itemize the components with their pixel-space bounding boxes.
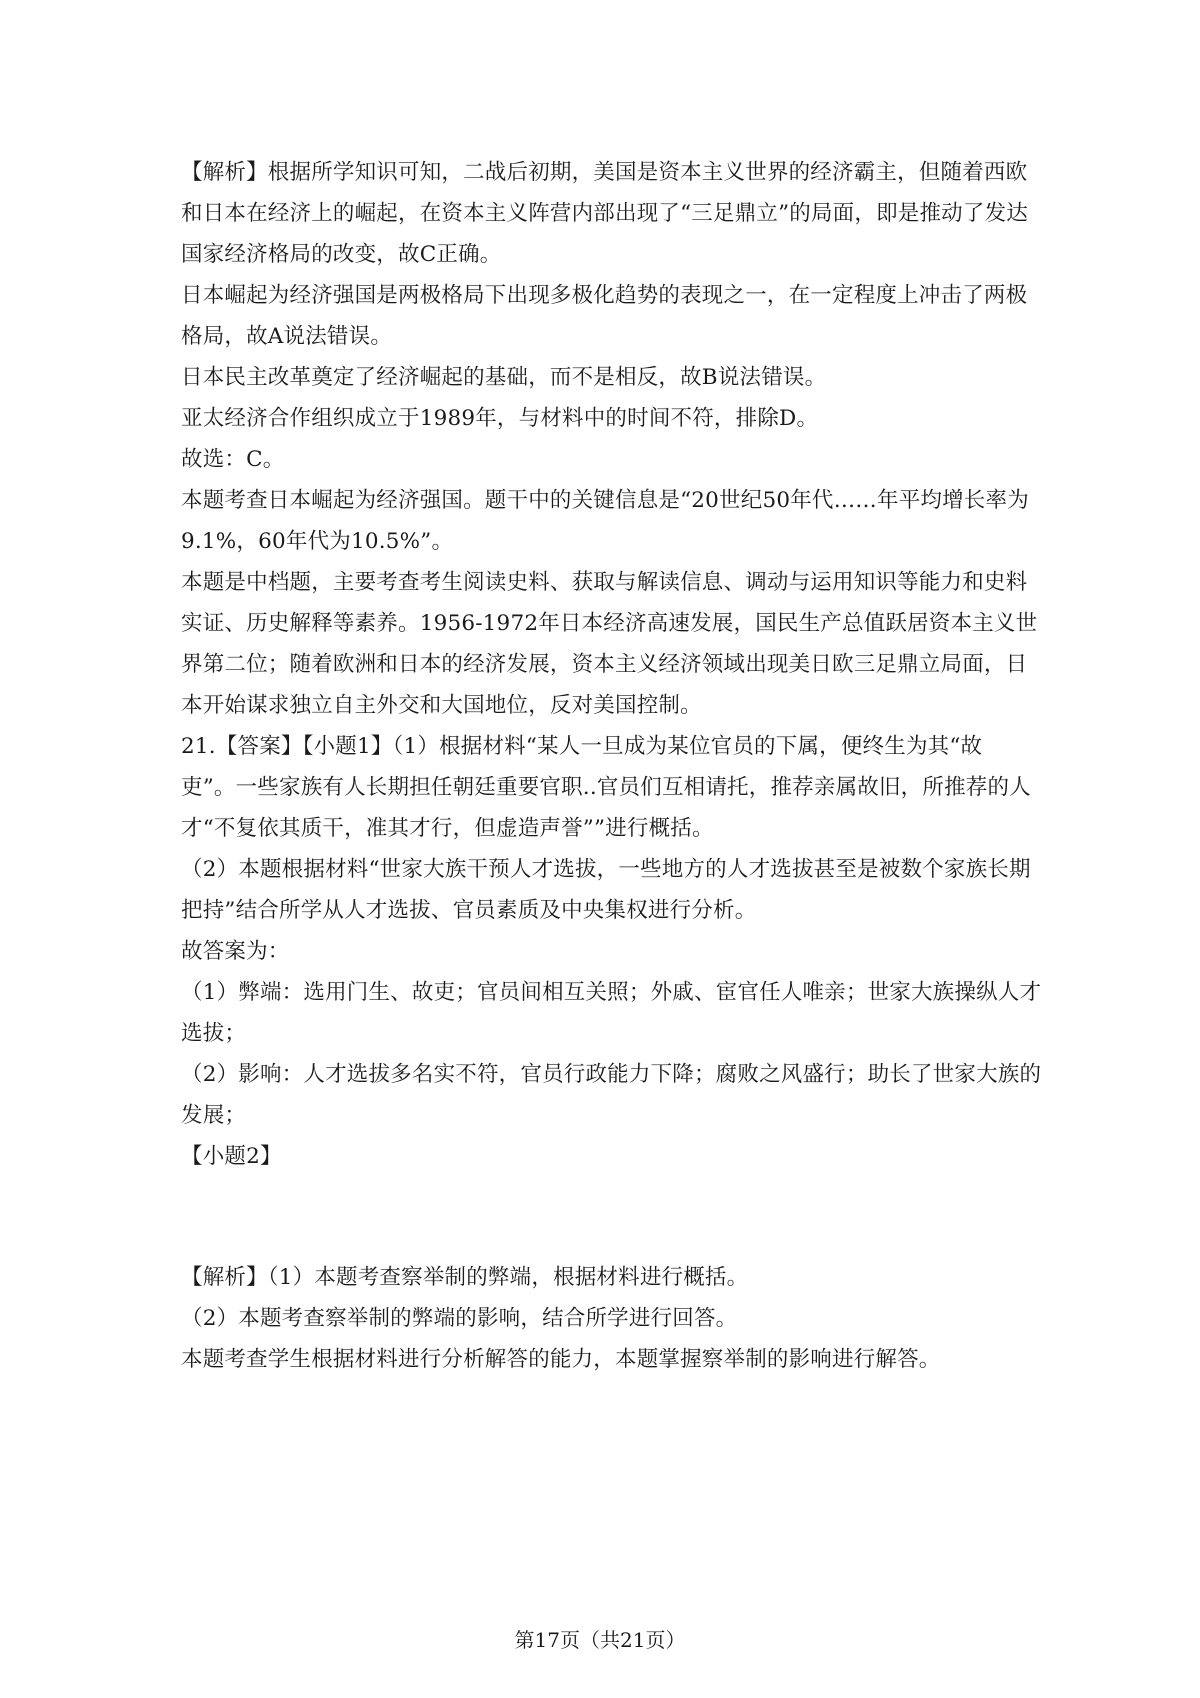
text-line: 【小题2】 <box>181 1144 282 1169</box>
text-line: 9.1%，60年代为10.5%”。 <box>181 529 454 554</box>
text-line: 日本民主改革奠定了经济崛起的基础，而不是相反，故B说法错误。 <box>181 365 827 390</box>
text-line: （2）本题根据材料“世家大族干预人才选拔，一些地方的人才选拔甚至是被数个家族长期 <box>181 857 1031 882</box>
text-line: 吏”。一些家族有人长期担任朝廷重要官职..官员们互相请托，推荐亲属故旧，所推荐的人 <box>181 775 1031 800</box>
q21-analysis-block <box>181 1257 1021 1380</box>
text-line: 界第二位；随着欧洲和日本的经济发展，资本主义经济领域出现美日欧三足鼎立局面，日 <box>181 652 1028 677</box>
text-line: 国家经济格局的改变，故C正确。 <box>181 242 502 267</box>
text-line: 和日本在经济上的崛起，在资本主义阵营内部出现了“三足鼎立”的局面，即是推动了发达 <box>181 201 1028 226</box>
text-line: 21.【答案】【小题1】（1）根据材料“某人一旦成为某位官员的下属，便终生为其“故 <box>181 734 983 759</box>
q21-answer-block <box>181 726 1042 1177</box>
text-line: 本题考查学生根据材料进行分析解答的能力，本题掌握察举制的影响进行解答。 <box>181 1347 941 1372</box>
text-line: 亚太经济合作组织成立于1989年，与材料中的时间不符，排除D。 <box>181 406 819 431</box>
text-line: 日本崛起为经济强国是两极格局下出现多极化趋势的表现之一，在一定程度上冲击了两极 <box>181 283 1028 308</box>
text-line: 选拔； <box>181 1021 247 1046</box>
text-line: 【解析】根据所学知识可知，二战后初期，美国是资本主义世界的经济霸主，但随着西欧 <box>181 160 1028 185</box>
text-line: 本开始谋求独立自主外交和大国地位，反对美国控制。 <box>181 693 702 718</box>
text-line: 发展； <box>181 1103 247 1128</box>
text-line: 格局，故A说法错误。 <box>181 324 393 349</box>
text-line: （2）影响：人才选拔多名实不符，官员行政能力下降；腐败之风盛行；助长了世家大族的 <box>181 1062 1042 1087</box>
page-number-footer: 第17页（共21页） <box>514 1628 686 1652</box>
text-line: 才“不复依其质干，准其才行，但虚造声誉””进行概括。 <box>181 816 714 841</box>
text-line: 故答案为： <box>181 939 290 964</box>
text-line: 【解析】（1）本题考查察举制的弊端，根据材料进行概括。 <box>181 1265 749 1290</box>
blank-space <box>181 1177 1021 1257</box>
q20-analysis-block <box>181 152 1038 726</box>
text-line: 故选：C。 <box>181 447 285 472</box>
text-line: 本题考查日本崛起为经济强国。题干中的关键信息是“20世纪50年代……年平均增长率为 <box>181 488 1029 513</box>
text-line: 实证、历史解释等素养。1956-1972年日本经济高速发展，国民生产总值跃居资本主义世 <box>181 611 1038 636</box>
text-line: （1）弊端：选用门生、故吏；官员间相互关照；外戚、宦官任人唯亲；世家大族操纵人才 <box>181 980 1042 1005</box>
text-line: 本题是中档题，主要考查考生阅读史料、获取与解读信息、调动与运用知识等能力和史料 <box>181 570 1028 595</box>
page-content <box>181 152 1042 1380</box>
text-line: （2）本题考查察举制的弊端的影响，结合所学进行回答。 <box>181 1306 738 1331</box>
text-line: 把持”结合所学从人才选拔、官员素质及中央集权进行分析。 <box>181 898 757 923</box>
